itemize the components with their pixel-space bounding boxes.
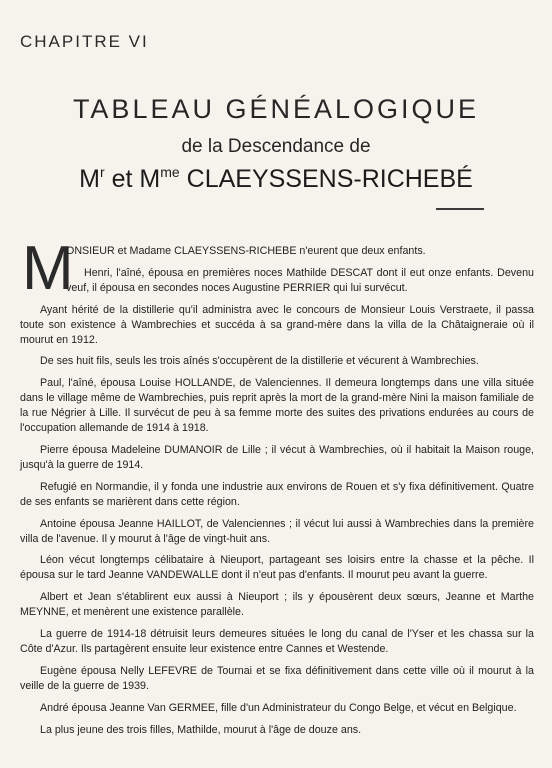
title-surname: CLAEYSSENS-RICHEBÉ [186, 165, 473, 193]
family-names [0, 164, 552, 194]
paragraph: Pierre épousa Madeleine DUMANOIR de Lille ; il vécut à Wambrechies, où il habitait la Maison rouge, jusqu'à la guerre de 1914. [20, 443, 534, 471]
paragraph: Eugène épousa Nelly LEFEVRE de Tournai et se fixa définitivement dans cette ville où il mourut à la veille de la guerre de 1939. [20, 664, 534, 692]
drop-cap: M [22, 234, 74, 303]
paragraph: ONSIEUR et Madame CLAEYSSENS-RICHEBE n'eurent que deux enfants. [66, 245, 426, 257]
paragraph: La guerre de 1914-18 détruisit leurs demeures situées le long du canal de l'Yser et les chassa sur la Côte d'Azur. Ils partagèrent ensuite leur existence entre Cannes et Westende. [20, 628, 534, 655]
paragraph: De ses huit fils, seuls les trois aînés s'occupèrent de la distillerie et vécurent à Wambrechies. [40, 355, 479, 368]
subtitle: de la Descendance de [181, 136, 371, 157]
title-m1-sup: r [99, 164, 105, 180]
title-m2-sup: me [160, 164, 180, 180]
page-title: TABLEAU GÉNÉALOGIQUE [72, 94, 480, 124]
body-text [20, 244, 534, 744]
paragraph: Ayant hérité de la distillerie qu'il administra avec le concours de Monsieur Louis Verstraete, il passa toute son existence à Wambrechies et succéda à sa grand-mère dans la villa de la Châtaigneraie où il mourut en 1912. [20, 303, 534, 346]
paragraph: André épousa Jeanne Van GERMEE, fille d'un Administrateur du Congo Belge, et vécut en Belgique. [40, 701, 517, 714]
title-et: et [111, 165, 133, 193]
paragraph: La plus jeune des trois filles, Mathilde, mourut à l'âge de douze ans. [40, 723, 362, 736]
title-m1: M [79, 165, 100, 193]
paragraph: Albert et Jean s'établirent eux aussi à Nieuport ; ils y épousèrent deux sœurs, Jeanne et Marthe MEYNNE, et menèrent une existence parallèle. [20, 591, 534, 619]
divider-rule [436, 208, 484, 210]
paragraph: Refugié en Normandie, il y fonda une industrie aux environs de Rouen et s'y fixa définitivement. Quatre de ses enfants se marièrent dans cette région. [20, 480, 534, 508]
paragraph: Henri, l'aîné, épousa en premières noces Mathilde DESCAT dont il eut onze enfants. Devenu veuf, il épousa en secondes noces Augustine PERRIER qui lui survécut. [66, 266, 534, 294]
title-m2: M [139, 165, 161, 193]
chapter-heading: CHAPITRE VI [20, 32, 149, 51]
paragraph: Léon vécut longtemps célibataire à Nieuport, partageant ses loisirs entre la chasse et la pêche. Il épousa sur le tard Jeanne VANDEWALLE dont il n'eut pas d'enfants. Il mourut peu avant la guerre. [20, 554, 534, 582]
paragraph: Antoine épousa Jeanne HAILLOT, de Valenciennes ; il vécut lui aussi à Wambrechies dans la première villa de l'avenue. Il y mourut à l'âge de vingt-huit ans. [20, 517, 534, 545]
paragraph: Paul, l'aîné, épousa Louise HOLLANDE, de Valenciennes. Il demeura longtemps dans une villa située dans le village même de Wambrechies, puis reprit après la mort de la grand-mère Nini la maison familiale de la rue Négrier à Lille. Il survécut de peu à sa femme morte des suites des privations endurées au cours de l'occupation allemande de 1914 à 1918. [20, 377, 534, 435]
